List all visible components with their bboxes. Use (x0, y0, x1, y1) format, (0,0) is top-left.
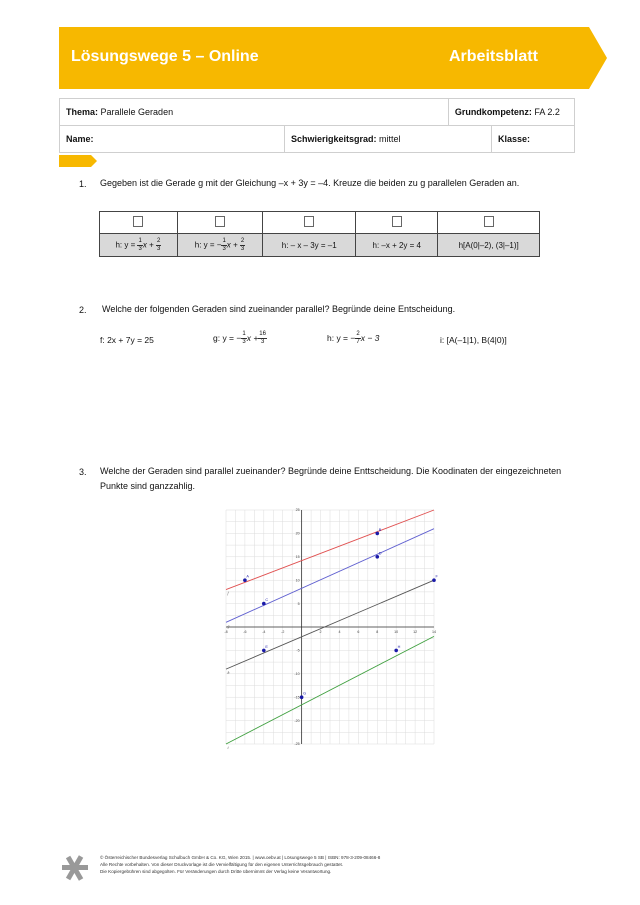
point-label-C: C (265, 598, 269, 603)
x-tick-label: 6 (357, 630, 360, 634)
x-tick-label: -4 (262, 630, 266, 634)
y-tick-label: 10 (295, 578, 300, 583)
line-label-h: h (227, 671, 230, 676)
point-F (432, 578, 436, 582)
q2-line-f: f: 2x + 7y = 25 (100, 335, 154, 345)
publisher-logo-icon (60, 853, 90, 883)
name-cell[interactable] (60, 126, 285, 153)
thema-cell (60, 99, 449, 126)
footer-line-2: Alle Rechte vorbehalten. Von dieser Druckvorlage ist die Vervielfältigung für den eigenen Unterrichtsgebrauch gestattet. (100, 862, 344, 867)
x-tick-label: -2 (281, 630, 285, 634)
kompetenz-cell (448, 99, 574, 126)
thema-label: Thema: (66, 107, 99, 117)
y-tick-label: -15 (294, 695, 300, 700)
footer-line-3: Die Kopiergebühren sind abgegolten. Für Veränderungen durch Dritte übernimmt der Verlag keine Verantwortung. (100, 869, 332, 874)
schwierigkeit-label: Schwierigkeitsgrad: (291, 134, 377, 144)
header-title: Lösungswege 5 – Online (71, 48, 259, 65)
point-label-F: F (435, 574, 438, 579)
y-tick-label: 15 (295, 555, 300, 559)
klasse-label: Klasse: (498, 134, 531, 144)
line-label-f: f (227, 591, 229, 596)
q2-number: 2. (79, 305, 87, 315)
q1-checkbox-3[interactable] (263, 212, 356, 234)
q1-text: Gegeben ist die Gerade g mit der Gleichung –x + 3y = –4. Kreuze die beiden zu g parallelen Geraden an. (100, 178, 520, 188)
q1-checkbox-4[interactable] (356, 212, 438, 234)
x-tick-label: 12 (413, 630, 418, 634)
checkbox-icon[interactable] (304, 216, 314, 227)
q1-checkbox-2[interactable] (177, 212, 263, 234)
schwierigkeit-value: mittel (379, 134, 401, 144)
x-tick-label: 2 (319, 630, 322, 634)
kompetenz-value: FA 2.2 (534, 107, 560, 117)
schwierigkeit-cell (285, 126, 492, 153)
point-label-B: B (378, 527, 382, 532)
y-tick-label: -10 (294, 672, 300, 676)
q1-option-2: h: y = − $\frac{1}{3}$ x + $\frac{2}{3}$ (177, 234, 263, 257)
x-tick-label: 14 (432, 630, 436, 634)
line-label-g: g (227, 624, 230, 629)
x-tick-label: -6 (243, 630, 247, 634)
klasse-cell[interactable] (492, 126, 575, 153)
q1-options-table (99, 211, 540, 257)
y-tick-label: -20 (294, 718, 300, 723)
header-banner (59, 27, 607, 89)
q2-text: Welche der folgenden Geraden sind zueinander parallel? Begründe deine Entscheidung. (102, 304, 456, 314)
thema-value: Parallele Geraden (100, 107, 174, 117)
point-D (375, 555, 379, 559)
point-label-G: G (303, 691, 307, 696)
q3-text-line2: Punkte sind ganzzahlig. (100, 481, 196, 491)
line-label-i: i (227, 746, 229, 750)
q1-option-5: h[A(0|–2), (3|–1)] (438, 234, 540, 257)
q1-number: 1. (79, 179, 87, 189)
y-tick-label: 25 (295, 508, 300, 513)
q1-option-1: h: y = $\frac{1}{3}$ x + $\frac{2}{3}$ (100, 234, 178, 257)
meta-table (59, 98, 575, 153)
y-tick-label: 20 (295, 531, 300, 536)
point-label-H: H (397, 644, 401, 649)
point-H (394, 649, 398, 653)
q2-line-i: i: [A(–1|1), B(4|0)] (440, 335, 507, 345)
q3-number: 3. (79, 467, 87, 477)
y-tick-label: -25 (294, 742, 300, 747)
checkbox-icon[interactable] (215, 216, 225, 227)
point-A (243, 578, 247, 582)
checkbox-icon[interactable] (392, 216, 402, 227)
point-B (375, 532, 379, 536)
coordinate-graph (212, 498, 444, 754)
name-label: Name: (66, 134, 94, 144)
point-label-A: A (246, 574, 249, 579)
point-label-E: E (265, 644, 268, 649)
q1-checkbox-5[interactable] (438, 212, 540, 234)
q1-option-3: h: – x – 3y = –1 (263, 234, 356, 257)
point-G (300, 695, 304, 699)
q1-option-4: h: –x + 2y = 4 (356, 234, 438, 257)
q2-line-g: g: y = − $\frac{1}{3}$ x + $\frac{16}{3}$ (213, 331, 266, 345)
footer-line-1: © Österreichischer Bundesverlag Schulbuch GmbH & Co. KG, Wien 2015. | www.oebv.at | Lösungswege 5 SB | ISBN: 978-3-209-08466-8 (100, 855, 381, 860)
checkbox-icon[interactable] (133, 216, 143, 227)
tab-marker (59, 155, 99, 167)
q3-text-line1: Welche der Geraden sind parallel zueinander? Begründe deine Enttscheidung. Die Koodinaten der eingezeichneten (100, 466, 562, 476)
x-tick-label: 8 (376, 630, 379, 634)
y-tick-label: 5 (297, 601, 300, 606)
point-C (262, 602, 266, 606)
point-label-D: D (378, 551, 382, 556)
q1-checkbox-1[interactable] (100, 212, 178, 234)
y-tick-label: -5 (296, 648, 300, 653)
header-subtitle: Arbeitsblatt (449, 48, 538, 65)
kompetenz-label: Grundkompetenz: (454, 107, 532, 117)
point-E (262, 649, 266, 653)
footer (100, 854, 380, 875)
x-tick-label: 10 (394, 630, 399, 634)
x-tick-label: 4 (338, 630, 341, 634)
checkbox-icon[interactable] (484, 216, 494, 227)
x-tick-label: -8 (224, 630, 228, 634)
q2-line-h: h: y = − $\frac{2}{7}$ x − 3 (327, 331, 380, 345)
